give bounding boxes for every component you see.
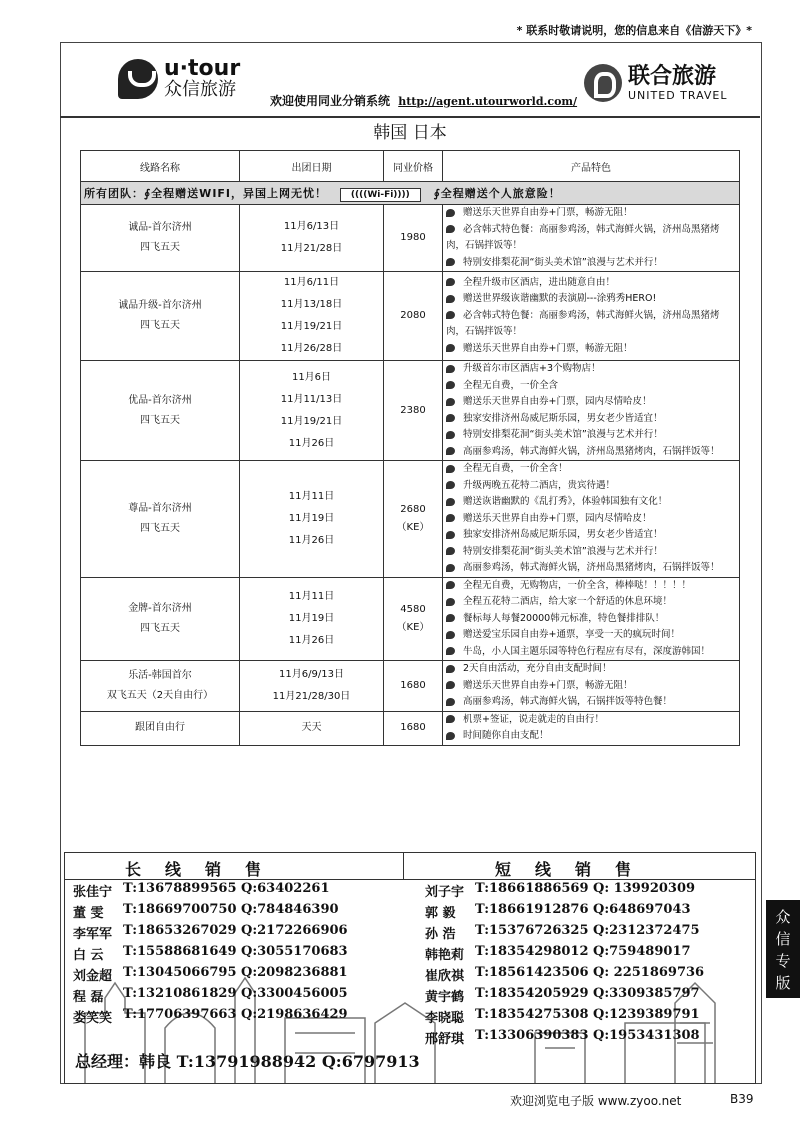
route-name: 尊品-首尔济州	[128, 502, 192, 514]
contact-qq: Q:1953431308	[593, 1028, 700, 1043]
bullet-icon	[446, 681, 455, 689]
departure-date: 11月11/13日	[280, 393, 343, 405]
feature-item	[446, 712, 736, 729]
feature-text: 独家安排济州岛威尼斯乐园，男女老少皆适宜！	[463, 412, 663, 424]
bullet-icon	[446, 715, 455, 723]
price-cell	[384, 272, 443, 361]
side-tab-char: 众	[775, 908, 791, 926]
route-row	[81, 577, 740, 661]
features-cell	[443, 461, 740, 578]
feature-item	[446, 361, 736, 378]
route-name: 双飞五天（2天自由行）	[106, 689, 214, 701]
agent-link[interactable]: http://agent.utourworld.com/	[398, 95, 578, 108]
bullet-icon	[446, 414, 455, 422]
slogan-text: 欢迎使用同业分销系统	[270, 94, 391, 108]
feature-item	[446, 728, 736, 745]
price-cell	[384, 577, 443, 661]
contact-phone: T:13306390383	[475, 1028, 589, 1043]
departure-dates-cell	[240, 461, 384, 578]
side-tab-char: 版	[775, 974, 791, 992]
contact-phone: T:15376726325	[475, 923, 589, 938]
feature-text: 赠送世界级诙谐幽默的表演剧---涂鸦秀HERO!	[463, 293, 657, 305]
contact-qq: Q:3300456005	[241, 986, 348, 1001]
route-row	[81, 361, 740, 461]
contact-name: 韩艳莉	[425, 948, 465, 963]
contact-qq: Q:2098236881	[241, 965, 348, 980]
features-cell	[443, 272, 740, 361]
contact-qq: Q:784846390	[241, 902, 339, 917]
united-travel-logo	[584, 64, 728, 102]
contact-phone: T:18661886569	[475, 881, 589, 896]
contact-qq: Q:759489017	[593, 944, 691, 959]
price-cell	[384, 711, 443, 745]
bullet-icon	[446, 498, 455, 506]
departure-dates-cell	[240, 205, 384, 272]
departure-date: 11月26日	[288, 437, 335, 449]
region-title: 韩国 日本	[373, 123, 447, 143]
route-name: 诚品-首尔济州	[128, 222, 192, 233]
features-cell	[443, 711, 740, 745]
feature-text: 赠送乐天世界自由券+门票，畅游无阻！	[463, 207, 633, 218]
bullet-icon	[446, 514, 455, 522]
feature-item	[446, 291, 736, 308]
bullet-icon	[446, 564, 455, 572]
route-name-cell	[81, 577, 240, 661]
route-name: 四飞五天	[140, 242, 180, 253]
feature-text: 高丽参鸡汤，韩式海鲜火锅，济州岛黑猪烤肉，石锅拌饭等！	[463, 562, 720, 573]
feature-item	[446, 511, 736, 528]
price-value: 2080	[400, 310, 426, 321]
departure-dates-cell	[240, 361, 384, 461]
bullet-icon	[446, 398, 455, 406]
bullet-icon	[446, 481, 455, 489]
route-row	[81, 461, 740, 578]
contact-name: 黄宇鹤	[425, 990, 465, 1005]
header-route-name: 线路名称	[81, 151, 240, 182]
departure-date: 11月6日	[291, 371, 332, 383]
bullet-icon	[446, 547, 455, 555]
promo-banner	[81, 182, 740, 205]
departure-date: 11月21/28日	[280, 243, 343, 254]
route-name: 优品-首尔济州	[128, 394, 192, 406]
feature-text: 全程无自费，无购物店，一价全含，棒棒哒！！！！！	[463, 579, 692, 591]
feature-text: 特别安排梨花洞“街头美术馆”浪漫与艺术并行！	[463, 545, 663, 557]
bullet-icon	[446, 647, 455, 655]
feature-item	[446, 544, 736, 561]
feature-text: 必含韩式特色餐：高丽参鸡汤，韩式海鲜火锅，济州岛黑猪烤肉，石锅拌饭等！	[446, 223, 720, 251]
contacts-divider	[65, 879, 755, 880]
feature-text: 高丽参鸡汤，韩式海鲜火锅，石锅拌饭等特色餐！	[463, 696, 673, 707]
feature-item	[446, 222, 736, 255]
bullet-icon	[446, 381, 455, 389]
utour-logo-en: u·tour	[164, 56, 241, 81]
departure-dates-cell	[240, 661, 384, 712]
edition-side-tab	[766, 900, 800, 998]
bullet-icon	[446, 209, 455, 217]
features-cell	[443, 361, 740, 461]
feature-item	[446, 627, 736, 644]
departure-dates-cell	[240, 711, 384, 745]
departure-date: 11月26/28日	[280, 343, 343, 354]
bullet-icon	[446, 598, 455, 606]
sales-contacts	[64, 852, 756, 1084]
feature-item	[446, 378, 736, 395]
departure-dates-cell	[240, 577, 384, 661]
price-value: 1980	[400, 232, 426, 243]
feature-text: 特别安排梨花洞“街头美术馆”浪漫与艺术并行！	[463, 429, 663, 440]
contact-name: 邢舒琪	[425, 1032, 465, 1047]
price-cell	[384, 661, 443, 712]
slogan	[270, 92, 577, 109]
bullet-icon	[446, 531, 455, 539]
price-value: 1680	[400, 722, 426, 733]
route-name: 诚品升级-首尔济州	[118, 300, 202, 311]
feature-item	[446, 560, 736, 577]
feature-item	[446, 578, 736, 595]
contact-phone: T:18561423506	[475, 965, 589, 980]
feature-text: 牛岛，小人国主题乐园等特色行程应有尽有，深度游韩国！	[463, 645, 711, 657]
side-tab-char: 专	[775, 952, 791, 970]
feature-item	[446, 594, 736, 611]
contact-name: 刘子宇	[425, 885, 465, 900]
feature-item	[446, 444, 736, 461]
contact-qq: Q: 2251869736	[593, 965, 705, 980]
contact-qq: Q:2312372475	[593, 923, 700, 938]
price-value: 2380	[400, 404, 426, 416]
feature-text: 全程无自费，一价全含	[463, 379, 559, 391]
route-name: 四飞五天	[140, 522, 180, 534]
feature-item	[446, 427, 736, 444]
feature-item	[446, 678, 736, 695]
feature-text: 赠送爱宝乐园自由券+通票，享受一天的疯玩时间！	[463, 629, 680, 640]
utour-logo-icon	[118, 59, 158, 99]
departure-date: 11月11日	[288, 490, 335, 502]
bullet-icon	[446, 732, 455, 740]
bullet-icon	[446, 665, 455, 673]
bullet-icon	[446, 295, 455, 303]
header-features: 产品特色	[443, 151, 740, 182]
contact-name: 崔欣祺	[425, 969, 465, 984]
column-divider	[403, 853, 404, 879]
feature-item	[446, 308, 736, 341]
features-cell	[443, 577, 740, 661]
features-cell	[443, 661, 740, 712]
feature-text: 2天自由活动，充分自由支配时间！	[463, 663, 612, 674]
feature-item	[446, 478, 736, 495]
route-row	[81, 205, 740, 272]
promo-wifi-text: 所有团队：∮全程赠送WIFI，异国上网无忧！	[84, 186, 328, 200]
feature-item	[446, 255, 736, 272]
feature-text: 赠送乐天世界自由券+门票，畅游无阻！	[463, 342, 633, 354]
table-header-row	[81, 151, 740, 182]
route-name-cell	[81, 461, 240, 578]
feature-text: 时间随你自由支配！	[463, 730, 549, 741]
route-name: 跟团自由行	[135, 722, 185, 733]
feature-item	[446, 394, 736, 411]
departure-date: 11月6/13日	[283, 221, 340, 232]
contact-name: 孙 浩	[425, 927, 456, 942]
feature-item	[446, 411, 736, 428]
route-row	[81, 272, 740, 361]
bullet-icon	[446, 311, 455, 319]
route-name-cell	[81, 661, 240, 712]
contact-phone: T:18661912876	[475, 902, 589, 917]
feature-text: 升级首尔市区酒店+3个购物店！	[463, 363, 601, 374]
contact-name: 娄笑笑	[73, 1011, 113, 1026]
contact-name: 李军军	[73, 927, 113, 942]
united-travel-logo-icon	[584, 64, 622, 102]
feature-text: 高丽参鸡汤，韩式海鲜火锅，济州岛黑猪烤肉，石锅拌饭等！	[463, 445, 720, 457]
price-value: 2680	[400, 503, 426, 515]
contact-phone: T:13045066795	[123, 965, 237, 980]
short-line-title: 短线销售	[495, 860, 656, 879]
bullet-icon	[446, 614, 455, 622]
contact-name: 郭 毅	[425, 906, 456, 921]
price-value: 1680	[400, 679, 426, 691]
bullet-icon	[446, 258, 455, 266]
price-value: （KE）	[396, 521, 430, 533]
departure-date: 11月6/9/13日	[279, 668, 344, 680]
bullet-icon	[446, 225, 455, 233]
utour-logo-cn: 众信旅游	[164, 79, 236, 100]
departure-date: 天天	[301, 722, 322, 733]
bullet-icon	[446, 581, 455, 589]
route-row	[81, 661, 740, 712]
feature-text: 升级两晚五花特二酒店，贵宾待遇！	[463, 479, 616, 491]
header	[60, 46, 760, 118]
feature-item	[446, 341, 736, 358]
departure-date: 11月13/18日	[280, 299, 343, 310]
route-table	[80, 150, 740, 746]
departure-dates-cell	[240, 272, 384, 361]
price-value: （KE）	[396, 621, 430, 633]
feature-item	[446, 694, 736, 711]
route-name: 乐活-韩国首尔	[128, 669, 192, 681]
route-name: 四飞五天	[140, 320, 180, 331]
feature-text: 独家安排济州岛威尼斯乐园，男女老少皆适宜！	[463, 529, 663, 540]
feature-text: 全程五花特二酒店，给大家一个舒适的休息环境！	[463, 596, 673, 607]
departure-date: 11月19日	[288, 512, 335, 524]
contact-name: 张佳宁	[73, 885, 113, 900]
features-cell	[443, 205, 740, 272]
contact-name: 白 云	[73, 948, 104, 963]
contact-qq: Q:63402261	[241, 881, 330, 896]
contact-qq: Q:2198636429	[241, 1007, 348, 1022]
contact-phone: T:13678899565	[123, 881, 237, 896]
united-travel-logo-cn: 联合旅游	[628, 63, 717, 89]
price-value: 4580	[400, 603, 426, 615]
feature-text: 赠送乐天世界自由券+门票，园内尽情哈皮！	[463, 396, 652, 407]
departure-date: 11月19日	[288, 612, 335, 624]
bullet-icon	[446, 278, 455, 286]
bullet-icon	[446, 447, 455, 455]
route-name-cell	[81, 361, 240, 461]
promo-insurance-text: ∮全程赠送个人旅意险！	[433, 186, 561, 200]
feature-item	[446, 644, 736, 661]
side-tab-char: 信	[775, 930, 791, 948]
contact-phone: T:17706397663	[123, 1007, 237, 1022]
contact-qq: Q:1239389791	[593, 1007, 700, 1022]
contact-phone: T:18354298012	[475, 944, 589, 959]
united-travel-logo-en: UNITED TRAVEL	[628, 88, 728, 102]
page-number: B39	[730, 1092, 754, 1106]
route-name-cell	[81, 711, 240, 745]
departure-date: 11月6/11日	[283, 277, 340, 288]
route-row	[81, 711, 740, 745]
price-cell	[384, 461, 443, 578]
feature-text: 餐标每人每餐20000韩元标准，特色餐排排队！	[463, 612, 665, 624]
contact-phone: T:18354205929	[475, 986, 589, 1001]
header-departure-date: 出团日期	[240, 151, 384, 182]
bullet-icon	[446, 344, 455, 352]
contact-qq: Q:648697043	[593, 902, 691, 917]
departure-date: 11月26日	[288, 534, 335, 546]
header-price: 同业价格	[384, 151, 443, 182]
bullet-icon	[446, 431, 455, 439]
source-notice: * 联系时敬请说明，您的信息来自《信游天下》*	[516, 24, 752, 37]
feature-item	[446, 205, 736, 222]
feature-item	[446, 461, 736, 478]
footer-text: 欢迎浏览电子版 www.zyoo.net	[510, 1094, 682, 1108]
contact-name: 程 磊	[73, 990, 104, 1005]
contact-phone: T:18354275308	[475, 1007, 589, 1022]
contact-name: 董 雯	[73, 906, 104, 921]
feature-text: 全程升级市区酒店，进出随意自由！	[463, 276, 616, 288]
departure-date: 11月26日	[288, 634, 335, 646]
departure-date: 11月21/28/30日	[272, 690, 351, 702]
long-line-title: 长线销售	[125, 860, 286, 879]
contact-name: 刘金超	[73, 969, 113, 984]
feature-item	[446, 494, 736, 511]
wifi-icon: ((((Wi-Fi))))	[340, 188, 421, 202]
route-name: 四飞五天	[140, 622, 180, 634]
route-name: 四飞五天	[140, 414, 180, 426]
price-cell	[384, 205, 443, 272]
price-cell	[384, 361, 443, 461]
feature-text: 赠送乐天世界自由券+门票，园内尽情哈皮！	[463, 512, 652, 524]
feature-text: 全程无自费，一价全含！	[463, 463, 568, 474]
general-manager-contact: 总经理：韩良 T:13791988942 Q:6797913	[75, 1052, 420, 1071]
feature-item	[446, 275, 736, 292]
bullet-icon	[446, 465, 455, 473]
departure-date: 11月11日	[288, 590, 335, 602]
contact-phone: T:18653267029	[123, 923, 237, 938]
route-name-cell	[81, 205, 240, 272]
route-name: 金牌-首尔济州	[128, 602, 192, 614]
feature-text: 特别安排梨花洞“街头美术馆”浪漫与艺术并行！	[463, 256, 663, 268]
bullet-icon	[446, 698, 455, 706]
feature-text: 赠送诙谐幽默的《乱打秀》，体验韩国独有文化！	[463, 496, 668, 507]
contact-qq: Q:3055170683	[241, 944, 348, 959]
feature-text: 赠送乐天世界自由券+门票，畅游无阻！	[463, 679, 633, 691]
utour-logo	[118, 58, 240, 100]
contact-qq: Q:3309385797	[593, 986, 700, 1001]
contact-name: 李晓聪	[425, 1011, 465, 1026]
promo-banner-row	[81, 182, 740, 205]
feature-item	[446, 661, 736, 678]
feature-text: 机票+签证，说走就走的自由行！	[463, 713, 604, 725]
contact-phone: T:15588681649	[123, 944, 237, 959]
feature-item	[446, 527, 736, 544]
contact-qq: Q: 139920309	[593, 881, 696, 896]
feature-item	[446, 611, 736, 628]
bullet-icon	[446, 365, 455, 373]
feature-text: 必含韩式特色餐：高丽参鸡汤，韩式海鲜火锅，济州岛黑猪烤肉，石锅拌饭等！	[446, 309, 720, 338]
contact-phone: T:18669700750	[123, 902, 237, 917]
departure-date: 11月19/21日	[280, 415, 343, 427]
departure-date: 11月19/21日	[280, 321, 343, 332]
bullet-icon	[446, 631, 455, 639]
contact-qq: Q:2172266906	[241, 923, 348, 938]
route-name-cell	[81, 272, 240, 361]
contact-phone: T:13210861829	[123, 986, 237, 1001]
